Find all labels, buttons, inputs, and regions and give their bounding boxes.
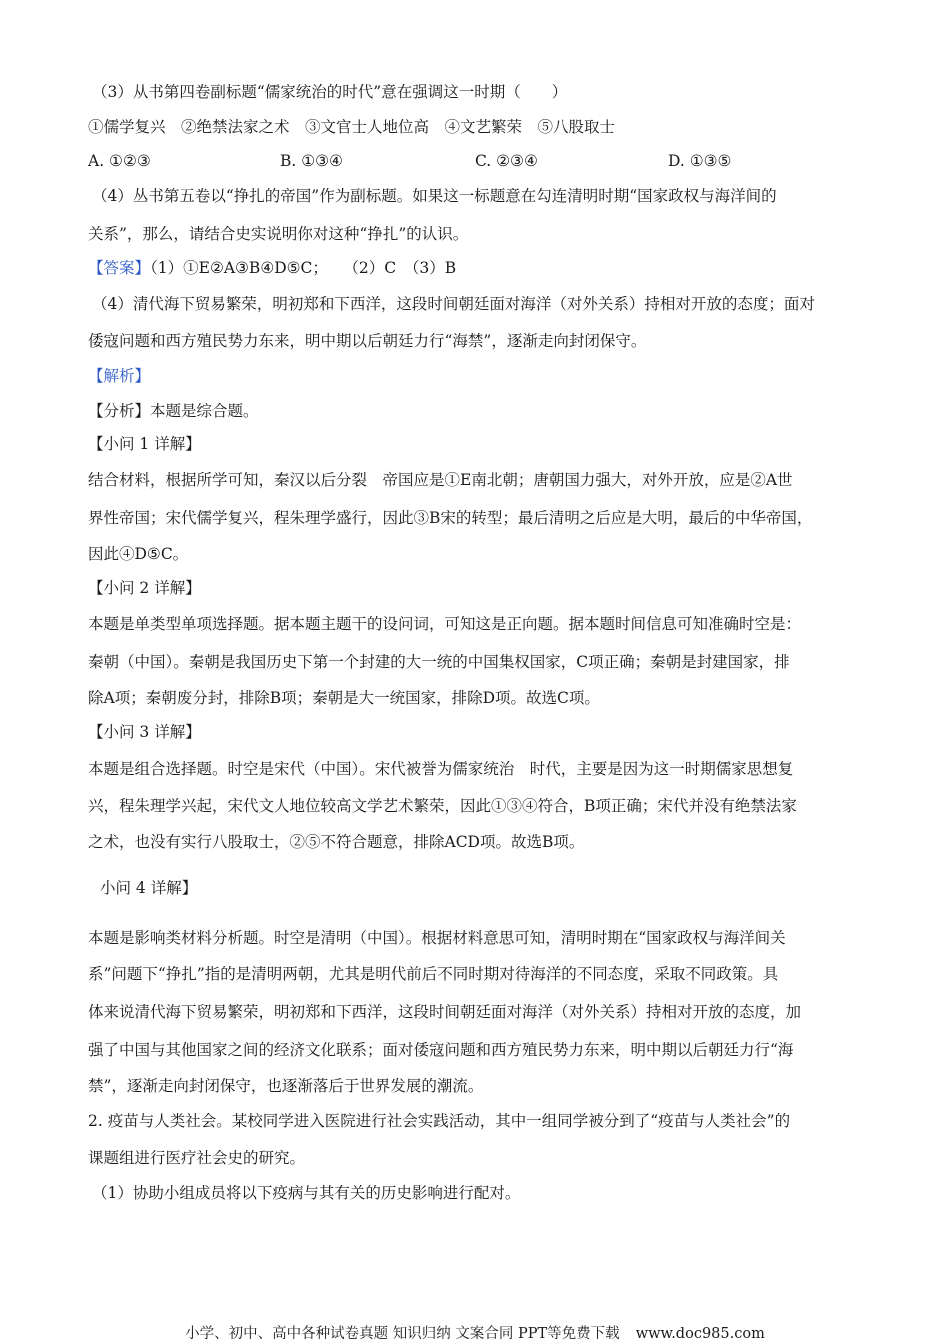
q2-line-1: 2. 疫苗与人类社会。某校同学进入医院进行社会实践活动，其中一组同学被分到了“疫苗与人类社会”的 (88, 1112, 791, 1130)
q3-option-c: C. ②③④ (475, 152, 538, 170)
sub4-line-2: 系”问题下“挣扎”指的是清明两朝，尤其是明代前后不同时期对待海洋的不同态度，采取不同政策。具 (88, 965, 779, 983)
sub3-line-3: 之术，也没有实行八股取士，②⑤不符合题意，排除ACD项。故选B项。 (88, 833, 585, 851)
sub4-line-1: 本题是影响类材料分析题。时空是清明（中国）。根据材料意思可知，清明时期在“国家政权与海洋间关 (88, 929, 786, 947)
analysis-fenxi: 【分析】本题是综合题。 (88, 402, 259, 420)
footer-text: 小学、初中、高中各种试卷真题 知识归纳 文案合同 PPT等免费下载 (185, 1326, 620, 1342)
sub1-line-3: 因此④D⑤C。 (88, 545, 189, 563)
sub1-line-1: 结合材料，根据所学可知，秦汉以后分裂 帝国应是①E南北朝；唐朝国力强大，对外开放，应是②A世 (88, 471, 793, 489)
sub4-line-4: 强了中国与其他国家之间的经济文化联系；面对倭寇问题和西方殖民势力东来，明中期以后朝廷力行“海 (88, 1041, 794, 1059)
sub1-title: 【小问 1 详解】 (88, 435, 201, 453)
sub3-line-2: 兴，程朱理学兴起，宋代文人地位较高文学艺术繁荣，因此①③④符合，B项正确；宋代并没有绝禁法家 (88, 797, 797, 815)
sub4-title: 小问 4 详解】 (100, 879, 198, 897)
footer-link[interactable]: www.doc985.com (635, 1326, 765, 1342)
q3-items: ①儒学复兴 ②绝禁法家之术 ③文官士人地位高 ④文艺繁荣 ⑤八股取士 (88, 118, 616, 136)
sub4-line-5: 禁”，逐渐走向封闭保守，也逐渐落后于世界发展的潮流。 (88, 1077, 484, 1095)
q4-line-2: 关系”，那么，请结合史实说明你对这种“挣扎”的认识。 (88, 225, 469, 243)
sub2-line-3: 除A项；秦朝废分封，排除B项；秦朝是大一统国家，排除D项。故选C项。 (88, 689, 600, 707)
analysis-tag: 【解析】 (88, 367, 151, 385)
q3-option-d: D. ①③⑤ (668, 152, 732, 170)
footer (0, 1322, 950, 1343)
sub1-line-2: 界性帝国；宋代儒学复兴，程朱理学盛行，因此③B宋的转型；最后清明之后应是大明，最后的中华帝国， (88, 509, 813, 527)
q3-stem: （3）从书第四卷副标题“儒家统治的时代”意在强调这一时期（ ） (92, 83, 568, 101)
answer-text: （1）①E②A③B④D⑤C； （2）C （3）B (150, 259, 457, 277)
sub2-title: 【小问 2 详解】 (88, 579, 201, 597)
answer-line (88, 258, 456, 278)
q3-option-a: A. ①②③ (88, 152, 151, 170)
sub3-title: 【小问 3 详解】 (88, 723, 201, 741)
q3-option-b: B. ①③④ (280, 152, 343, 170)
q2-line-3: （1）协助小组成员将以下疫病与其有关的历史影响进行配对。 (92, 1184, 521, 1202)
q2-line-2: 课题组进行医疗社会史的研究。 (88, 1149, 306, 1167)
q4-line-1: （4）丛书第五卷以“挣扎的帝国”作为副标题。如果这一标题意在勾连清明时期“国家政权与海洋间的 (92, 187, 777, 205)
answer-line-3: 倭寇问题和西方殖民势力东来，明中期以后朝廷力行“海禁”，逐渐走向封闭保守。 (88, 332, 647, 350)
answer-tag: 【答案】 (88, 259, 151, 277)
sub2-line-1: 本题是单类型单项选择题。据本题主题干的设问词，可知这是正向题。据本题时间信息可知准确时空是： (88, 615, 802, 633)
sub2-line-2: 秦朝（中国）。秦朝是我国历史下第一个封建的大一统的中国集权国家，C项正确；秦朝是封建国家，排 (88, 653, 790, 671)
sub3-line-1: 本题是组合选择题。时空是宋代（中国）。宋代被誉为儒家统治 时代，主要是因为这一时期儒家思想复 (88, 760, 794, 778)
sub4-line-3: 体来说清代海下贸易繁荣，明初郑和下西洋，这段时间朝廷面对海洋（对外关系）持相对开放的态度，加 (88, 1003, 802, 1021)
answer-line-2: （4）清代海下贸易繁荣，明初郑和下西洋，这段时间朝廷面对海洋（对外关系）持相对开放的态度；面对 (92, 295, 815, 313)
